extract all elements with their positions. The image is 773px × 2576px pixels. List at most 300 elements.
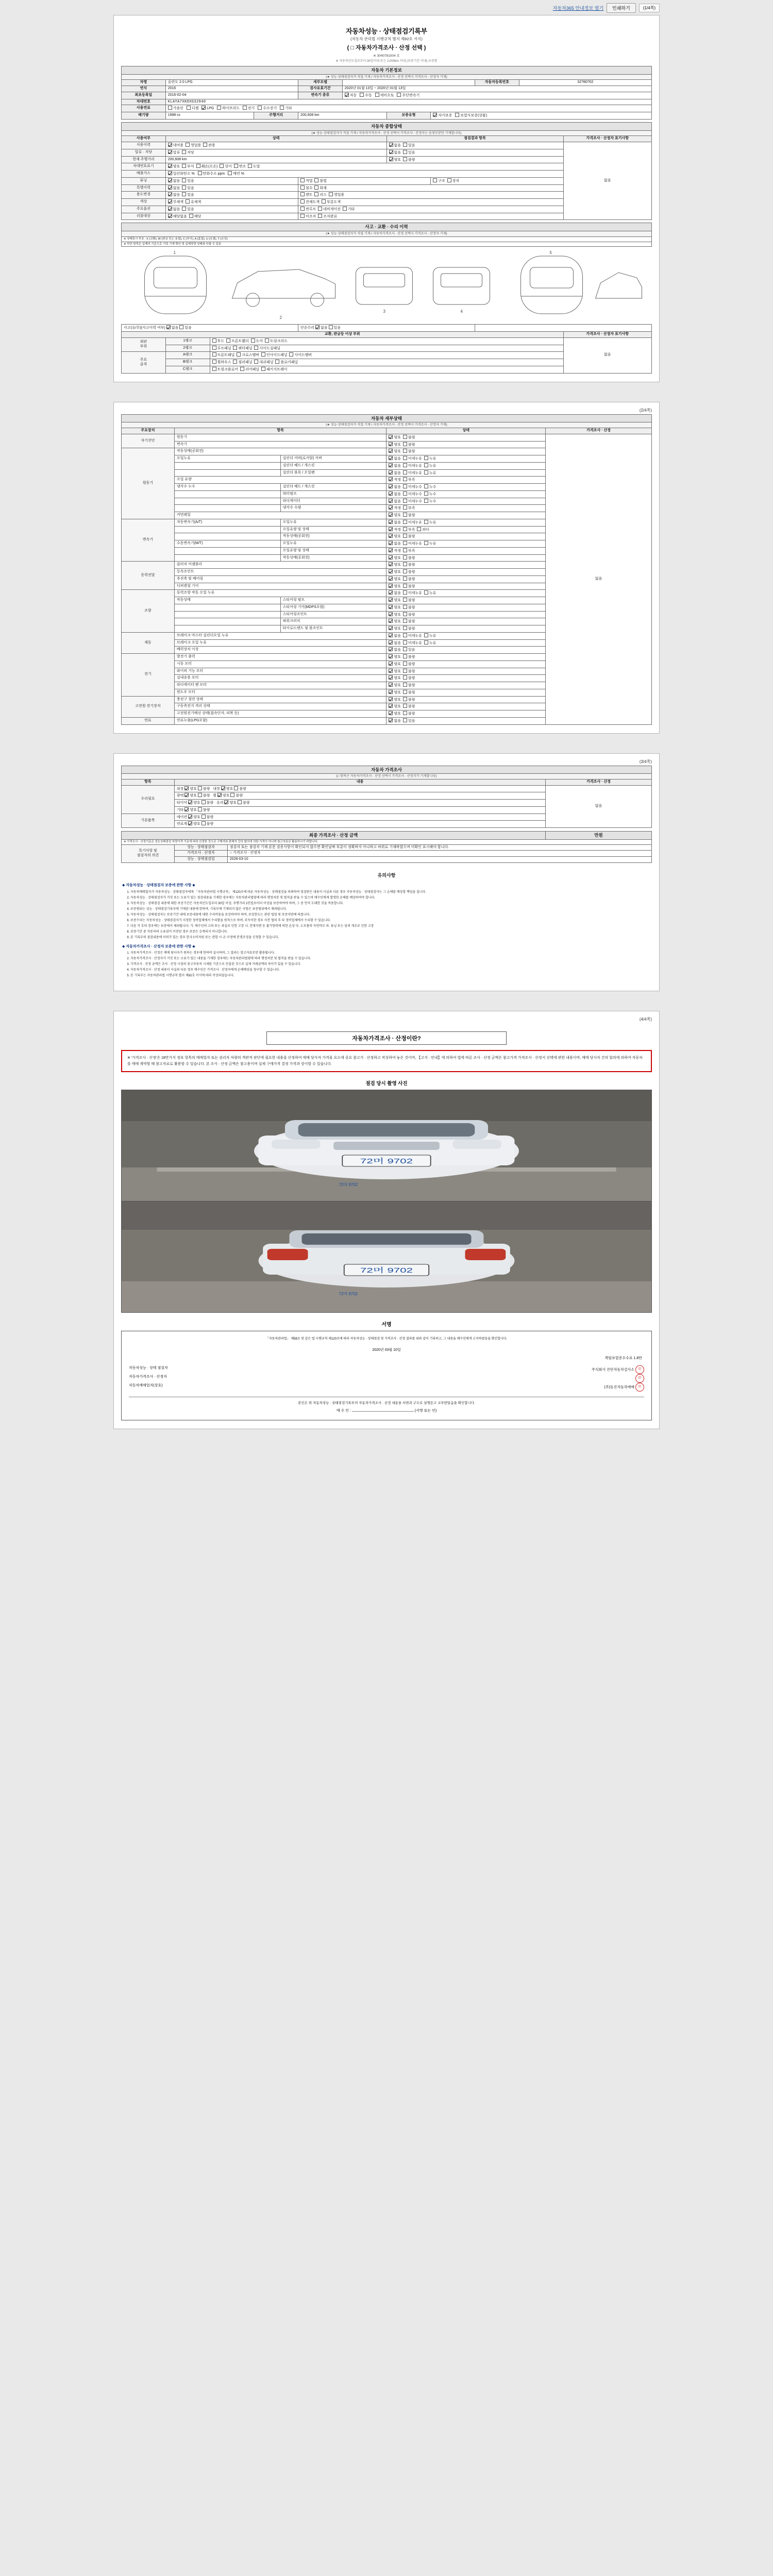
opt-quarter-panel[interactable]: 쿼터패널: [233, 347, 252, 350]
detail-state-options[interactable]: [386, 668, 546, 675]
opt-trunk-lid[interactable]: 트렁크리드: [265, 340, 288, 343]
label-warranty-type: 보증유형: [386, 112, 431, 120]
detail-state-options[interactable]: [386, 498, 546, 505]
opt-vin-damage[interactable]: 훼손(오손): [196, 165, 218, 168]
opt-vin-erased[interactable]: 도말: [248, 165, 260, 168]
opt-2-4-1[interactable]: 부족: [403, 549, 415, 553]
opt-exterior-good[interactable]: 양호: [184, 787, 197, 791]
opt-fuelgauge-bad[interactable]: 불량: [201, 822, 214, 826]
seal-stamp-icon: 印: [635, 1374, 644, 1383]
opt-3-0-0[interactable]: 양호: [389, 563, 401, 567]
detail-state-options[interactable]: [386, 505, 546, 512]
opt-usechange-yes[interactable]: 있음: [182, 193, 194, 197]
detail-state-options[interactable]: [386, 441, 546, 448]
opt-4-4-0[interactable]: 양호: [389, 620, 401, 623]
opt-4-1-1[interactable]: 불량: [403, 599, 415, 602]
opt-rear-panel[interactable]: 리어패널: [240, 368, 259, 371]
opt-6-5-0[interactable]: 양호: [389, 691, 401, 694]
opt-2-3-2[interactable]: 누유: [424, 542, 436, 546]
opt-flood[interactable]: 침수: [300, 187, 313, 190]
opt-hood[interactable]: 후드: [212, 340, 225, 343]
detail-state-options[interactable]: [386, 540, 546, 548]
accident-flag[interactable]: [122, 325, 298, 332]
opt-cvt[interactable]: 무단변속기: [397, 94, 419, 97]
opt-manual[interactable]: 수동: [360, 94, 372, 97]
opt-1-9-1[interactable]: 불량: [403, 514, 415, 517]
opt-5-1-2[interactable]: 누유: [424, 641, 436, 645]
opt-interior-good[interactable]: 양호: [221, 787, 233, 791]
opt-diesel[interactable]: 디젤: [187, 107, 199, 110]
guide-box: ※ '가격조사 · 산정'은 18만가지 정보 항목의 매매업자 또는 권리자 차량의 객관적 판단에 필요한 내용을 산정하여 매매 당사자 가격을 요소에 중요 참고가 · 산정하고 작성하여 놓은 것이며, 【고지 · 안내】에 의하여 법에 따른 조사 · 산정 금액은 참고가격 가격조사 · 산정서 선택에 관한 내용이며, 매매 당사자 간의 합의에 의하여 자동차를 매매 계약할 때 참고자료로 활용할 수 있습니다. 본 조사 · 산정 금액은 참고용이며 실제 구매가격 결정 가격과 상이할 수 있습니다.: [121, 1050, 652, 1072]
opt-1-3-1[interactable]: 미세누유: [403, 471, 422, 475]
opt-wheel-good[interactable]: 양호: [217, 794, 230, 798]
opt-3-2-1[interactable]: 불량: [403, 578, 415, 581]
opt-1-9-0[interactable]: 양호: [389, 514, 401, 517]
opt-options-etc[interactable]: 기타: [343, 208, 355, 211]
opt-4-0-2[interactable]: 누유: [424, 591, 436, 595]
opt-simple-yes[interactable]: 있음: [329, 326, 341, 330]
opt-6-5-1[interactable]: 불량: [403, 691, 415, 694]
opt-4-2-0[interactable]: 양호: [389, 606, 401, 609]
detail-state-options[interactable]: [386, 583, 546, 590]
opt-lien-none[interactable]: 없음: [389, 151, 401, 155]
opt-tuning-illegal[interactable]: 불법: [314, 179, 327, 183]
opt-wheel-house[interactable]: 휠하우스: [212, 361, 231, 364]
opt-2-2-1[interactable]: 불량: [403, 535, 415, 538]
opt-3-2-0[interactable]: 양호: [389, 578, 401, 581]
detail-item: 윈도우 모터: [174, 689, 386, 696]
opt-1-7-1[interactable]: 미세누수: [403, 500, 422, 503]
opt-polish-good[interactable]: 양호: [184, 794, 197, 798]
opt-1-3-2[interactable]: 누유: [424, 471, 436, 475]
inner-rank-c-items[interactable]: [210, 366, 563, 373]
recall-state[interactable]: [165, 213, 298, 220]
opt-government[interactable]: 관용: [203, 144, 215, 147]
opt-floor-panel[interactable]: 플로어패널: [275, 361, 298, 364]
opt-tuning-structure[interactable]: 구조: [433, 179, 445, 183]
opt-1-7-2[interactable]: 누수: [424, 500, 436, 503]
opt-lien-yes[interactable]: 있음: [403, 151, 415, 155]
detail-item: [174, 618, 280, 625]
opt-navigation[interactable]: 네비게이션: [318, 208, 341, 211]
outer-rank-1-items[interactable]: [210, 337, 563, 345]
opt-aircon-good[interactable]: 양호: [188, 816, 200, 819]
opt-roof-panel[interactable]: 루프패널: [212, 347, 231, 350]
opt-side-member[interactable]: 사이드멤버: [289, 353, 312, 357]
opt-2-0-1[interactable]: 미세누유: [403, 521, 422, 524]
opt-chromatic[interactable]: 유채색: [186, 200, 201, 204]
color-sub[interactable]: [298, 199, 564, 206]
opt-none[interactable]: 없음: [389, 144, 401, 147]
detail-state-options[interactable]: [386, 611, 546, 618]
opt-front-panel[interactable]: 프론트패널: [212, 353, 235, 357]
opt-recall-done[interactable]: 조치완료: [318, 215, 337, 218]
opt-lease[interactable]: 리스: [314, 193, 327, 197]
detail-state-options[interactable]: [386, 590, 546, 597]
opt-1-3-0[interactable]: 없음: [389, 471, 401, 475]
terms-item: 2. 자동차가격조사 · 산정자가 거짓 또는 오류가 있는 내용을 기재한 경우에는 자동차관리법령에 따라 행정처분 및 벌칙을 받을 수 있습니다.: [130, 957, 651, 961]
opt-2-2-0[interactable]: 양호: [389, 535, 401, 538]
options-state[interactable]: [165, 206, 298, 213]
opt-full-paint[interactable]: 전체도색: [300, 200, 320, 204]
vin-mark-options[interactable]: [165, 163, 563, 171]
lien-options[interactable]: [165, 149, 386, 156]
lien-state[interactable]: [386, 149, 563, 156]
opt-3-3-1[interactable]: 불량: [403, 585, 415, 588]
opt-2-1-1[interactable]: 부족: [403, 528, 415, 532]
table-row: [122, 434, 652, 441]
opt-4-3-1[interactable]: 불량: [403, 613, 415, 617]
opt-1-8-1[interactable]: 부족: [403, 506, 415, 510]
special-history-state[interactable]: [165, 184, 298, 192]
opt-2-5-1[interactable]: 불량: [403, 556, 415, 560]
opt-2-1-2[interactable]: 과다: [417, 528, 429, 532]
opt-side-sill[interactable]: 사이드실패널: [254, 347, 280, 350]
detail-state-options[interactable]: [386, 625, 546, 633]
print-button[interactable]: 인쇄하기: [607, 3, 636, 13]
opt-6-3-1[interactable]: 불량: [403, 676, 415, 680]
opt-3-3-0[interactable]: 양호: [389, 585, 401, 588]
opt-4-2-1[interactable]: 불량: [403, 606, 415, 609]
fuel-options[interactable]: [165, 105, 651, 112]
tuning-legal[interactable]: [298, 177, 431, 184]
detail-state-options[interactable]: [386, 462, 546, 469]
opt-usechange-none[interactable]: 없음: [168, 193, 180, 197]
opt-7-1-0[interactable]: 양호: [389, 705, 401, 708]
detail-state-options[interactable]: [386, 469, 546, 477]
opt-0-0-1[interactable]: 불량: [403, 436, 415, 439]
opt-1-0-0[interactable]: 양호: [389, 450, 401, 453]
lbl-fuelgauge: 연료계: [176, 822, 188, 826]
opt-1-4-1[interactable]: 부족: [403, 478, 415, 482]
opt-6-1-1[interactable]: 불량: [403, 663, 415, 666]
detail-state-options[interactable]: [386, 455, 546, 463]
opt-5-0-1[interactable]: 미세누유: [403, 634, 422, 638]
detail-subitem: 오일유량 및 상태: [280, 547, 386, 554]
label-car-name: 차명: [122, 80, 166, 86]
opt-1-4-0[interactable]: 적정: [389, 478, 401, 482]
opt-0-1-1[interactable]: 불량: [403, 443, 415, 447]
opt-6-3-0[interactable]: 양호: [389, 676, 401, 680]
use-change-state[interactable]: [165, 192, 298, 199]
opt-1-0-1[interactable]: 불량: [403, 450, 415, 453]
opt-options-none[interactable]: 없음: [168, 208, 180, 211]
opt-2-3-1[interactable]: 미세누유: [403, 542, 422, 546]
opt-5-2-1[interactable]: 있음: [403, 648, 415, 652]
opt-mortgage[interactable]: 저당: [182, 151, 194, 155]
outer-rank-2-items[interactable]: [210, 345, 563, 352]
opt-glass-good[interactable]: 양호: [224, 801, 237, 805]
opt-hydrogen[interactable]: 수소전기: [258, 107, 277, 110]
opt-4-0-1[interactable]: 미세누유: [403, 591, 422, 595]
info-link[interactable]: 자동차365 안내정보 열기: [552, 6, 604, 11]
signature-party: [592, 1365, 644, 1374]
terms-item: 4. 자동차가격조사 · 산정 내용이 사실과 다른 경우 매수인은 가격조사 · 산정자에게 손해배상을 청구할 수 있습니다.: [130, 968, 651, 973]
detail-state-options[interactable]: [386, 526, 546, 533]
opt-2-4-0[interactable]: 적정: [389, 549, 401, 553]
detail-state-options[interactable]: [386, 717, 546, 724]
opt-vin-corrosion[interactable]: 부식: [182, 165, 194, 168]
detail-state-options[interactable]: [386, 682, 546, 689]
repair-exterior-interior[interactable]: [174, 785, 545, 792]
opt-6-4-0[interactable]: 양호: [389, 684, 401, 687]
opt-6-1-0[interactable]: 양호: [389, 663, 401, 666]
repair-tire-glass[interactable]: [174, 800, 545, 807]
warranty-options[interactable]: [431, 112, 652, 120]
detail-state-options[interactable]: [386, 519, 546, 526]
opt-accident-none[interactable]: 없음: [166, 326, 179, 330]
opt-6-0-1[interactable]: 불량: [403, 655, 415, 659]
detail-subitem: 스티어링 펌프: [280, 597, 386, 604]
usage-history-state[interactable]: [386, 142, 563, 149]
detail-state-options[interactable]: [386, 448, 546, 455]
opt-gasoline[interactable]: 가솔린: [168, 107, 183, 110]
opt-semiauto[interactable]: 세미오토: [375, 94, 394, 97]
opt-tuning-none[interactable]: 없음: [168, 179, 180, 183]
opt-6-2-1[interactable]: 불량: [403, 670, 415, 673]
opt-tuning-yes[interactable]: 있음: [182, 179, 194, 183]
opt-fuel-etc[interactable]: 기타: [280, 107, 292, 110]
opt-options-yes[interactable]: 있음: [182, 208, 194, 211]
opt-2-0-0[interactable]: 없음: [389, 521, 401, 524]
opt-cross-member[interactable]: 크로스멤버: [237, 353, 259, 357]
emission-hc: 탄화수소 ppm: [198, 172, 225, 176]
opt-tuning-device[interactable]: 장치: [447, 179, 460, 183]
row-options: 주요옵션: [122, 206, 166, 213]
detail-state-table: [121, 414, 652, 725]
opt-1-5-1[interactable]: 미세누수: [403, 485, 422, 489]
opt-partial-paint[interactable]: 부분도색: [322, 200, 341, 204]
opt-4-1-0[interactable]: 양호: [389, 599, 401, 602]
opt-5-2-0[interactable]: 없음: [389, 648, 401, 652]
opt-8-0-1[interactable]: 있음: [403, 719, 415, 723]
opt-8-0-0[interactable]: 없음: [389, 719, 401, 723]
opt-recall-yes[interactable]: 해당: [189, 215, 201, 218]
detail-state-options[interactable]: [386, 618, 546, 625]
doc-type-selector[interactable]: ( □ 자동차가격조사 · 산정 선택 ): [347, 45, 426, 51]
repair-polish-wheel[interactable]: [174, 792, 545, 800]
signature-note: 「자동차관리법」 제58조 및 같은 법 시행규칙 제120조에 따라 자동차성능 · 상태점검 및 가격조사 · 산정 결과를 위와 같이 기록하고, 그 내용을 매수인에게 고지하였음을 확인합니다.: [265, 1337, 508, 1341]
detail-state-options[interactable]: [386, 647, 546, 654]
detail-state-options[interactable]: [386, 654, 546, 661]
opt-1-6-2[interactable]: 누수: [424, 493, 436, 496]
opt-3-1-0[interactable]: 양호: [389, 570, 401, 574]
opt-4-0-0[interactable]: 없음: [389, 591, 401, 595]
car-damage-diagram[interactable]: [122, 247, 652, 324]
opt-2-0-2[interactable]: 누유: [424, 521, 436, 524]
detail-state-options[interactable]: [386, 547, 546, 554]
special-history-sub[interactable]: [298, 184, 564, 192]
opt-special-yes[interactable]: 있음: [182, 187, 194, 190]
opt-vin-different[interactable]: 상이: [220, 165, 232, 168]
opt-self-warranty[interactable]: 자가보증: [433, 114, 452, 117]
opt-tire-bad[interactable]: 불량: [201, 801, 214, 805]
opt-tire-good[interactable]: 양호: [188, 801, 200, 805]
opt-1-1-1[interactable]: 미세누유: [403, 457, 422, 461]
opt-special-none[interactable]: 없음: [168, 187, 180, 190]
opt-1-1-2[interactable]: 누유: [424, 457, 436, 461]
opt-pillar-panel[interactable]: 필러패널: [233, 361, 252, 364]
opt-rental[interactable]: 대여용: [168, 144, 183, 147]
opt-recall-pending[interactable]: 미조치: [300, 215, 316, 218]
detail-state-options[interactable]: [386, 512, 546, 519]
opt-door[interactable]: 도어: [251, 340, 263, 343]
label-displacement: 배기량: [122, 112, 166, 120]
opt-1-5-2[interactable]: 누수: [424, 485, 436, 489]
opt-dash-panel[interactable]: 대쉬패널: [254, 361, 273, 364]
opt-wheel-bad[interactable]: 불량: [230, 794, 243, 798]
simple-repair-flag[interactable]: [298, 325, 475, 332]
detail-state-options[interactable]: [386, 490, 546, 498]
opt-1-7-0[interactable]: 없음: [389, 500, 401, 503]
opt-interior-bad[interactable]: 불량: [234, 787, 246, 791]
opt-polish-bad[interactable]: 불량: [198, 794, 210, 798]
opt-0-0-0[interactable]: 양호: [389, 436, 401, 439]
opt-mileage-good[interactable]: 양호: [389, 158, 401, 162]
opt-1-6-1[interactable]: 미세누수: [403, 493, 422, 496]
detail-state-options[interactable]: [386, 533, 546, 540]
col-appraiser: 가격조사 · 산정자 표기사항: [563, 136, 652, 142]
opt-4-4-1[interactable]: 불량: [403, 620, 415, 623]
opt-etc-good[interactable]: 양호: [184, 808, 197, 812]
detail-state-options[interactable]: [386, 562, 546, 569]
opt-1-2-2[interactable]: 누유: [424, 464, 436, 468]
opt-7-0-0[interactable]: 양호: [389, 698, 401, 702]
opt-5-0-0[interactable]: 없음: [389, 634, 401, 638]
opt-1-1-0[interactable]: 없음: [389, 457, 401, 461]
opt-7-0-1[interactable]: 불량: [403, 698, 415, 702]
opt-lpg[interactable]: LPG: [201, 107, 214, 110]
detail-item: 연료누출(LPG포함): [174, 717, 386, 724]
inner-rank-a-items[interactable]: [210, 352, 563, 359]
opt-3-0-1[interactable]: 불량: [403, 563, 415, 567]
opt-7-2-1[interactable]: 불량: [403, 712, 415, 716]
detail-state-options[interactable]: [386, 477, 546, 484]
opt-sunroof[interactable]: 썬루프: [300, 208, 316, 211]
opt-mileage-bad[interactable]: 불량: [403, 158, 415, 162]
basic-fuelgauge[interactable]: [174, 821, 545, 828]
opt-recall-na[interactable]: 해당없음: [168, 215, 187, 218]
opt-etc-bad[interactable]: 불량: [198, 808, 210, 812]
transmission-options[interactable]: [342, 92, 651, 99]
opt-business[interactable]: 영업용: [329, 193, 344, 197]
opt-fire[interactable]: 화재: [314, 187, 327, 190]
detail-state-options[interactable]: [386, 554, 546, 562]
detail-state-options[interactable]: [386, 639, 546, 647]
opt-glass-bad[interactable]: 불량: [238, 801, 250, 805]
detail-item: 시동 모터: [174, 660, 386, 668]
opt-fuelgauge-good[interactable]: 양호: [188, 822, 200, 826]
opt-vin-altered[interactable]: 변조: [234, 165, 246, 168]
detail-state-options[interactable]: [386, 575, 546, 583]
opt-auto[interactable]: 자동: [345, 94, 357, 97]
opt-5-1-0[interactable]: 없음: [389, 641, 401, 645]
detail-state-options[interactable]: [386, 569, 546, 576]
opt-seizure[interactable]: 압류: [168, 151, 180, 155]
opt-simple-none[interactable]: 없음: [315, 326, 328, 330]
opt-achromatic[interactable]: 무채색: [168, 200, 183, 204]
color-state[interactable]: [165, 199, 298, 206]
opt-exterior-bad[interactable]: 불량: [198, 787, 210, 791]
opt-accident-yes[interactable]: 있음: [179, 326, 192, 330]
tuning-parts[interactable]: [431, 177, 563, 184]
opt-4-5-0[interactable]: 양호: [389, 627, 401, 631]
detail-state-options[interactable]: [386, 660, 546, 668]
opt-7-2-0[interactable]: 양호: [389, 712, 401, 716]
row-usage-history: 사용이력: [122, 142, 166, 149]
detail-state-options[interactable]: [386, 696, 546, 703]
detail-state-options[interactable]: [386, 597, 546, 604]
opt-2-3-0[interactable]: 없음: [389, 542, 401, 546]
opt-package-tray[interactable]: 패키지트레이: [261, 368, 288, 371]
detail-state-options[interactable]: [386, 632, 546, 639]
opt-vin-good[interactable]: 양호: [168, 165, 180, 168]
options-sub[interactable]: [298, 206, 564, 213]
signature-party-name: (주)동진자동차매매: [604, 1385, 635, 1389]
opt-inside-panel[interactable]: 인사이드패널: [261, 353, 288, 357]
recall-sub[interactable]: [298, 213, 564, 220]
opt-6-2-0[interactable]: 양호: [389, 670, 401, 673]
opt-4-3-0[interactable]: 양호: [389, 613, 401, 617]
opt-2-1-0[interactable]: 적정: [389, 528, 401, 532]
opt-3-1-1[interactable]: 불량: [403, 570, 415, 574]
opt-commercial[interactable]: 영업용: [186, 144, 201, 147]
current-mileage-state[interactable]: [386, 156, 563, 163]
opt-6-0-0[interactable]: 양호: [389, 655, 401, 659]
buyer-signature-row[interactable]: [129, 1408, 644, 1415]
use-change-sub[interactable]: [298, 192, 564, 199]
opt-insurer-warranty[interactable]: 보험사보증(상품): [455, 114, 487, 117]
detail-state-options[interactable]: [386, 484, 546, 491]
detail-subitem: 작동상태(공회전): [280, 533, 386, 540]
opt-trunk-floor[interactable]: 트렁크플로어: [212, 368, 239, 371]
basic-aircon[interactable]: [174, 814, 545, 821]
detail-state-options[interactable]: [386, 434, 546, 441]
detail-state-options[interactable]: [386, 703, 546, 710]
usage-history-options[interactable]: [165, 142, 386, 149]
tuning-state[interactable]: [165, 177, 298, 184]
repair-etc[interactable]: [174, 806, 545, 814]
opt-2-5-0[interactable]: 양호: [389, 556, 401, 560]
opt-4-5-1[interactable]: 불량: [403, 627, 415, 631]
detail-state-options[interactable]: [386, 604, 546, 611]
opt-0-1-0[interactable]: 양호: [389, 443, 401, 447]
inner-rank-b-items[interactable]: [210, 359, 563, 366]
opt-1-2-0[interactable]: 없음: [389, 464, 401, 468]
detail-group-1: 원동기: [122, 448, 175, 519]
detail-state-options[interactable]: [386, 710, 546, 718]
opt-7-1-1[interactable]: 불량: [403, 705, 415, 708]
detail-item: 와이퍼 기능 모터: [174, 668, 386, 675]
opt-yes[interactable]: 있음: [403, 144, 415, 147]
opt-1-8-0[interactable]: 적정: [389, 506, 401, 510]
opt-1-6-0[interactable]: 없음: [389, 493, 401, 496]
opt-rent[interactable]: 렌트: [300, 193, 313, 197]
opt-hybrid[interactable]: 하이브리드: [217, 107, 240, 110]
opt-1-5-0[interactable]: 없음: [389, 485, 401, 489]
opt-aircon-bad[interactable]: 불량: [201, 816, 214, 819]
detail-state-options[interactable]: [386, 689, 546, 696]
opt-front-fender[interactable]: 프론트휀더: [226, 340, 249, 343]
opt-5-0-2[interactable]: 누유: [424, 634, 436, 638]
opt-5-1-1[interactable]: 미세누유: [403, 641, 422, 645]
detail-item: 등속조인트: [174, 569, 386, 576]
opt-6-4-1[interactable]: 불량: [403, 684, 415, 687]
opt-electric[interactable]: 전기: [243, 107, 255, 110]
detail-state-options[interactable]: [386, 675, 546, 682]
opt-1-2-1[interactable]: 미세누유: [403, 464, 422, 468]
opt-tuning-legal[interactable]: 적법: [300, 179, 313, 183]
